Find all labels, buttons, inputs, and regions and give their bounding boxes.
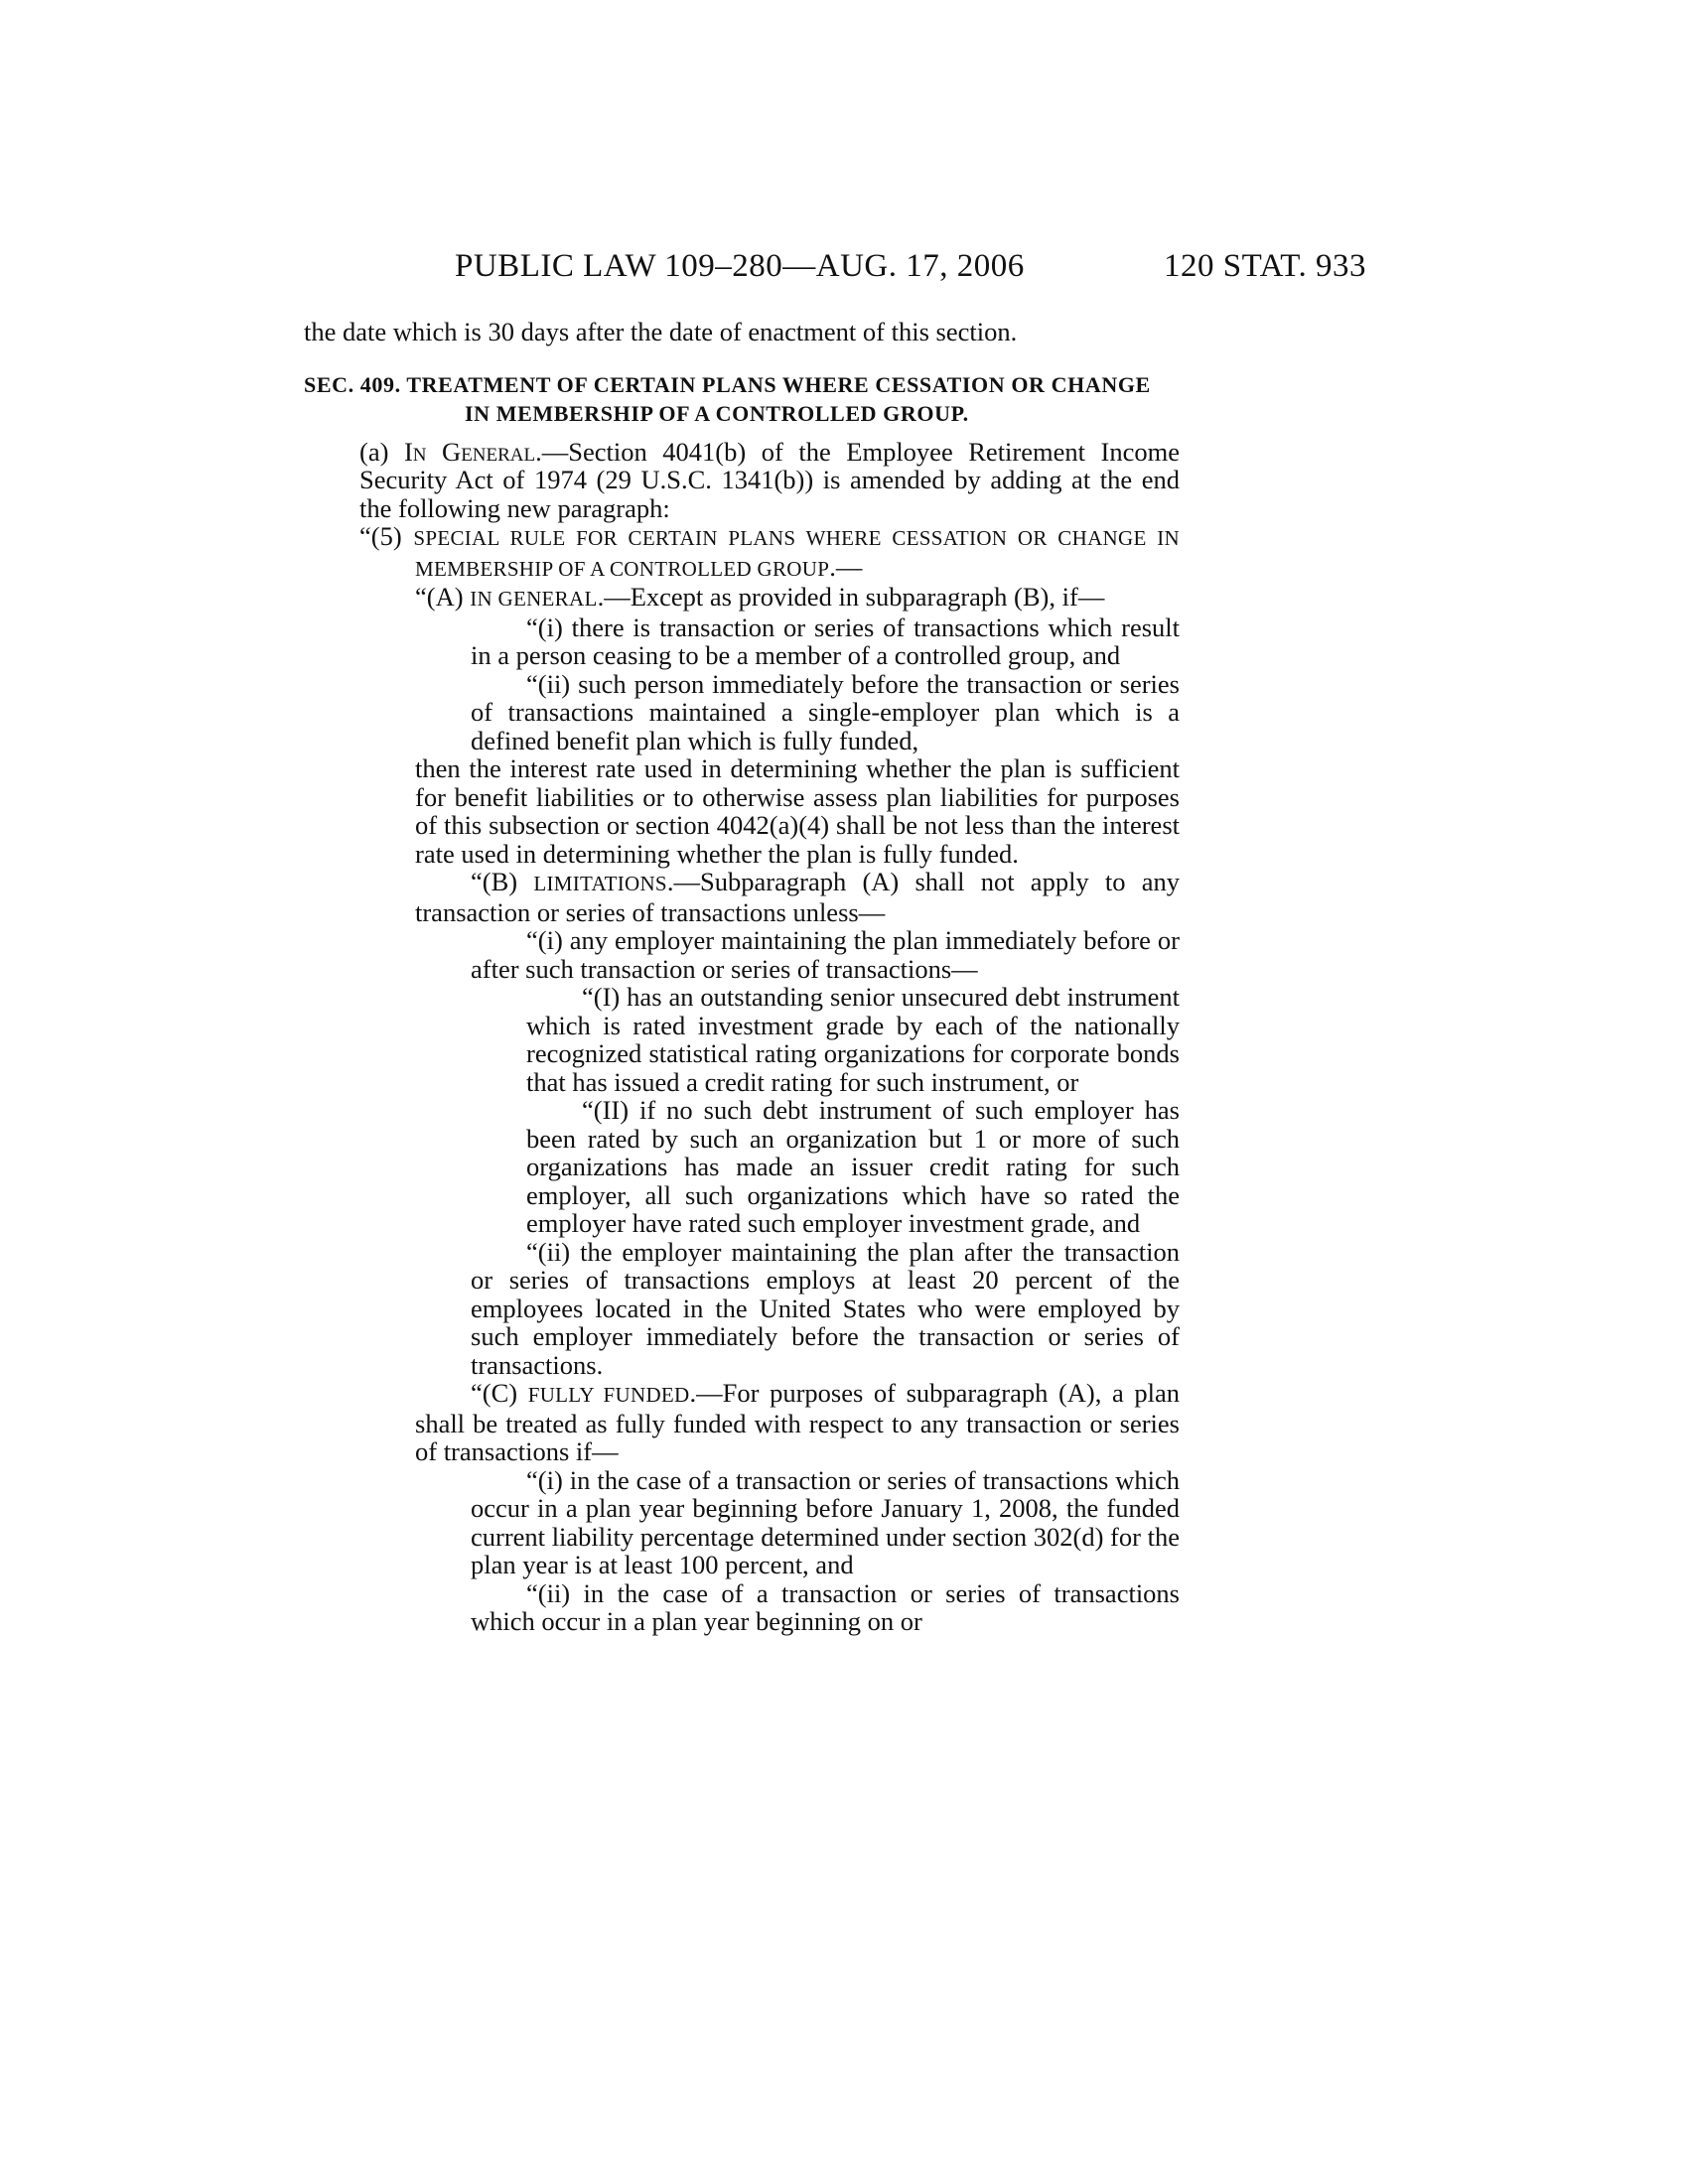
section-heading: SEC. 409. TREATMENT OF CERTAIN PLANS WHERE CESSATION OR CHANGE IN MEMBERSHIP OF A CONTROLLED GROUP. xyxy=(304,371,1151,426)
subsection-a-label: (a) xyxy=(359,436,404,467)
subsection-a-heading: In General xyxy=(403,436,536,467)
clause-b-i: “(i) any employer maintaining the plan immediately before or after such transaction or series of transactions— xyxy=(471,925,1180,984)
clause-a-ii: “(ii) such person immediately before the transaction or series of transactions maintained a single-employer plan which is a defined benefit plan which is fully funded, xyxy=(471,668,1180,755)
subparagraph-c xyxy=(304,1379,1180,1466)
subparagraph-c-label: “(C) xyxy=(471,1378,528,1408)
paragraph-5-dash: .— xyxy=(829,551,863,582)
subparagraph-b-label: “(B) xyxy=(471,867,534,896)
clause-c-ii: “(ii) in the case of a transaction or series of transactions which occur in a plan year beginning on or xyxy=(471,1577,1180,1636)
paragraph-5-heading: SPECIAL RULE FOR CERTAIN PLANS WHERE CESSATION OR CHANGE IN MEMBERSHIP OF A CONTROLLED GROUP xyxy=(413,526,1180,581)
clause-c-i: “(i) in the case of a transaction or series of transactions which occur in a plan year beginning before January 1, 2008, the funded current liability percentage determined under section 302(d) for the plan year is at least 100 percent, and xyxy=(471,1464,1180,1579)
subparagraph-c-heading: FULLY FUNDED xyxy=(527,1383,690,1407)
subsection-a xyxy=(304,438,1180,523)
subparagraph-b xyxy=(304,868,1180,926)
subparagraph-a-label: “(A) xyxy=(415,582,471,612)
running-head xyxy=(0,248,1688,288)
flush-language: then the interest rate used in determining whether the plan is sufficient for benefit liabilities or to otherwise assess plan liabilities for purposes of this subsection or section 4042(a)(4) shall be not less than the interest rate used in determining whether the plan is fully funded. xyxy=(415,753,1180,869)
paragraph-5-label: “(5) xyxy=(359,521,414,551)
subsection-a-text: .—Section 4041(b) of the Employee Retirement Income Security Act of 1974 (29 U.S.C. 1341(b)) is amended by adding at the end the following new paragraph: xyxy=(359,436,1180,523)
subparagraph-a xyxy=(304,583,1180,614)
statute-body xyxy=(304,318,1180,1636)
continued-paragraph: the date which is 30 days after the date of enactment of this section. xyxy=(304,317,1018,346)
subparagraph-a-text: .—Except as provided in subparagraph (B), if— xyxy=(597,582,1105,612)
subparagraph-a-heading: IN GENERAL xyxy=(470,587,598,611)
page-number: 120 STAT. 933 xyxy=(1164,248,1367,284)
clause-b-ii: “(ii) the employer maintaining the plan after the transaction or series of transactions employs at least 20 percent of the employees located in the United States who were employed by such employer immediately before the transaction or series of transactions. xyxy=(471,1236,1180,1380)
running-head-title: PUBLIC LAW 109–280—AUG. 17, 2006 xyxy=(455,248,1025,284)
subparagraph-b-heading: LIMITATIONS xyxy=(533,872,667,895)
subclause-b-i-II: “(II) if no such debt instrument of such employer has been rated by such an organization but 1 or more of such organizations has made an issuer credit rating for such employer, all such organizations which have so rated the employer have rated such employer investment grade, and xyxy=(526,1095,1180,1238)
subclause-b-i-I: “(I) has an outstanding senior unsecured debt instrument which is rated investment grade by each of the nationally recognized statistical rating organizations for corporate bonds that has issued a credit rating for such instrument, or xyxy=(526,982,1180,1097)
paragraph-5 xyxy=(304,522,1180,583)
subparagraph-b-text: .—Subparagraph (A) shall not apply to any transaction or series of transactions unless— xyxy=(415,867,1180,927)
clause-a-i: “(i) there is transaction or series of transactions which result in a person ceasing to be a member of a controlled group, and xyxy=(471,612,1180,670)
subparagraph-c-text: .—For purposes of subparagraph (A), a plan shall be treated as fully funded with respect to any transaction or series of transactions if— xyxy=(415,1378,1180,1466)
